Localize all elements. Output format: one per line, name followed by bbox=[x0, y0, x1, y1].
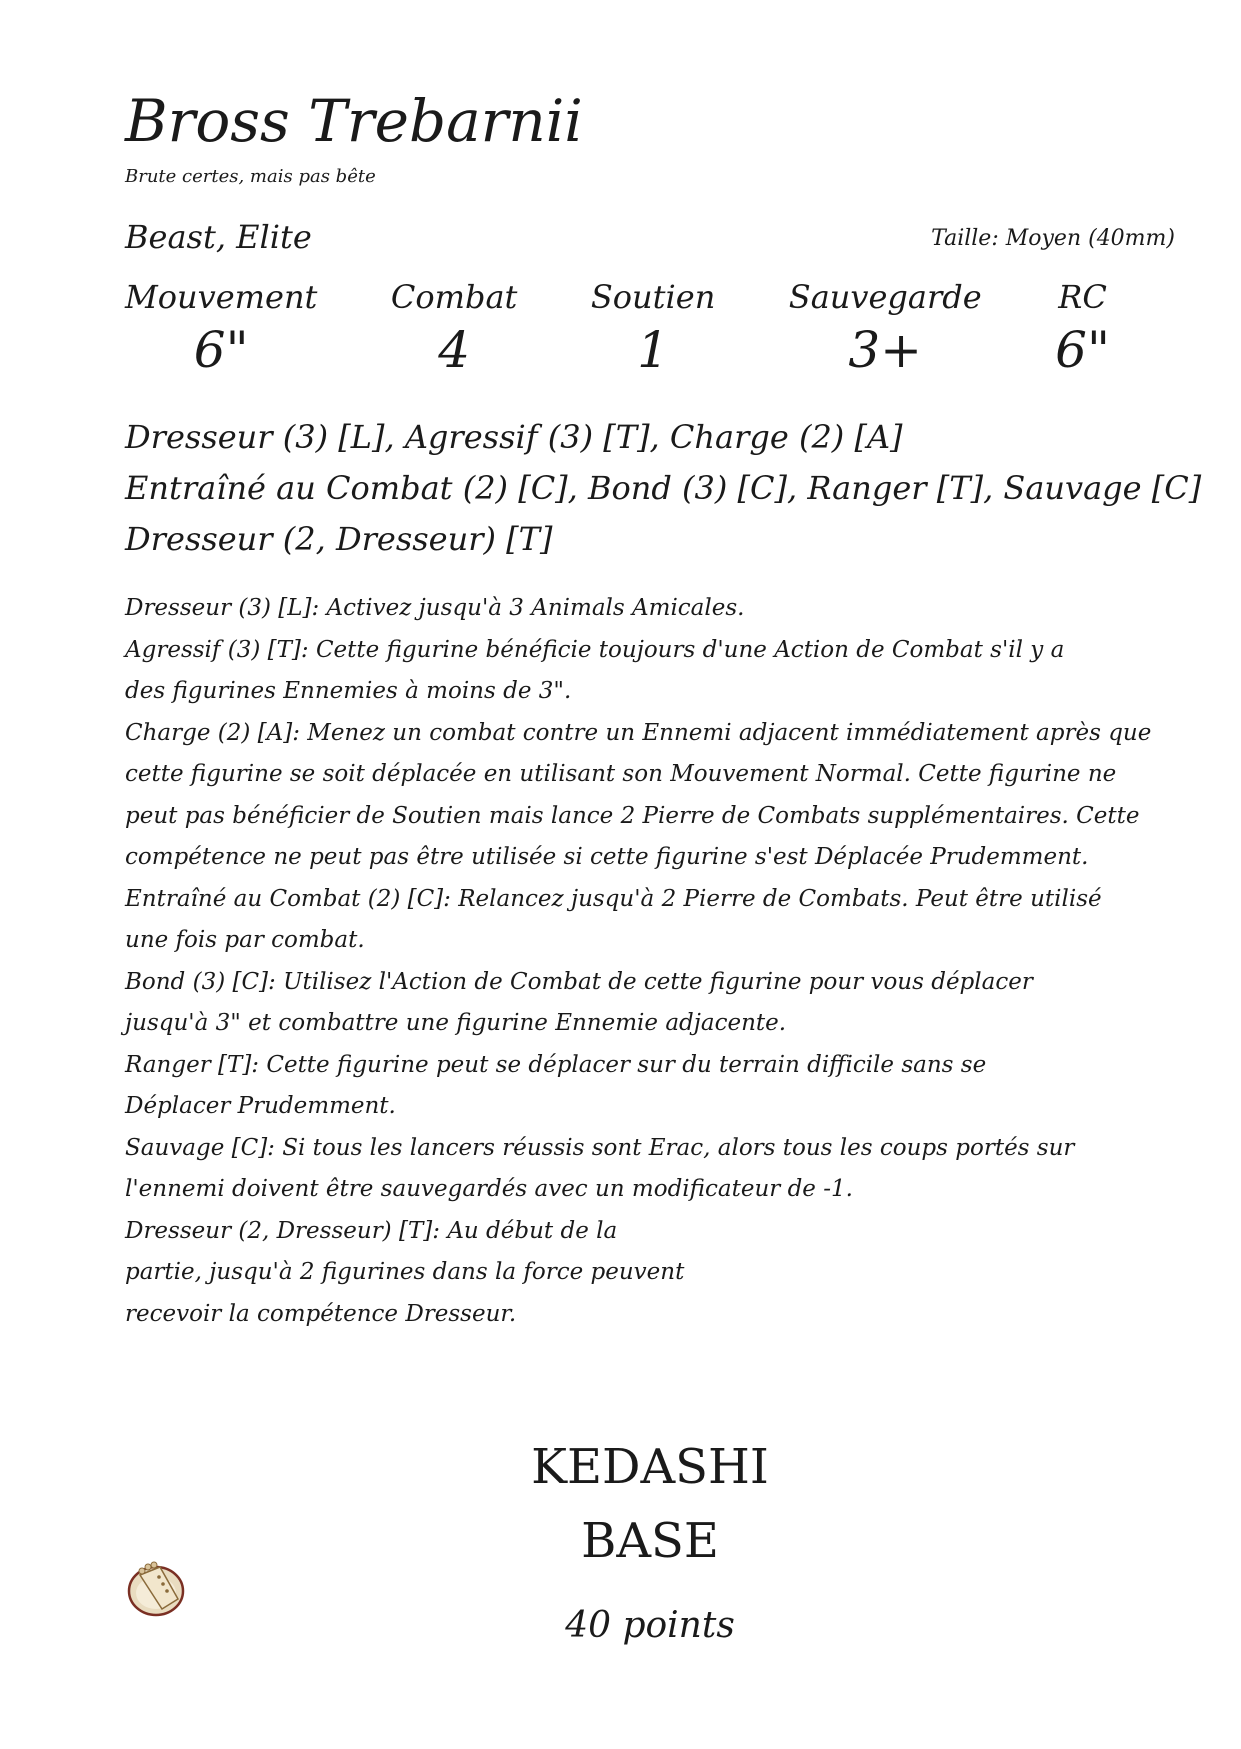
faction-line: BASE bbox=[581, 1513, 719, 1569]
description-line: partie, jusqu'à 2 figurines dans la force peuvent bbox=[125, 1259, 685, 1285]
ability-line: Dresseur (3) [L], Agressif (3) [T], Charge (2) [A] bbox=[125, 418, 903, 456]
unit-type: Beast, Elite bbox=[125, 218, 312, 256]
unit-tagline: Brute certes, mais pas bête bbox=[125, 166, 376, 187]
stat-value: 4 bbox=[438, 321, 471, 380]
stat-label: Mouvement bbox=[125, 278, 318, 316]
stat-value: 1 bbox=[637, 321, 669, 380]
stat-value: 6" bbox=[193, 321, 249, 380]
ability-line: Dresseur (2, Dresseur) [T] bbox=[125, 520, 553, 558]
stat-support bbox=[591, 278, 715, 380]
ability-line: Entraîné au Combat (2) [C], Bond (3) [C], Ranger [T], Sauvage [C] bbox=[125, 469, 1202, 507]
stat-value: 3+ bbox=[848, 321, 923, 380]
description-line: des figurines Ennemies à moins de 3". bbox=[125, 678, 572, 704]
stat-label: Soutien bbox=[590, 278, 716, 316]
description-line: recevoir la compétence Dresseur. bbox=[125, 1300, 517, 1327]
description-line: Charge (2) [A]: Menez un combat contre un Ennemi adjacent immédiatement après que bbox=[125, 719, 1152, 746]
description-line: jusqu'à 3" et combattre une figurine Ennemie adjacente. bbox=[125, 1010, 787, 1036]
unit-name: Bross Trebarnii bbox=[125, 87, 583, 155]
description-line: peut pas bénéficier de Soutien mais lance 2 Pierre de Combats supplémentaires. Cette bbox=[125, 802, 1140, 829]
description-line: cette figurine se soit déplacée en utilisant son Mouvement Normal. Cette figurine ne bbox=[125, 761, 1117, 787]
faction-emblem-icon bbox=[126, 1557, 190, 1619]
description-line: Agressif (3) [T]: Cette figurine bénéficie toujours d'une Action de Combat s'il y a bbox=[125, 636, 1065, 663]
ability-list bbox=[125, 412, 1201, 565]
faction-line: KEDASHI bbox=[531, 1439, 769, 1495]
points-cost: 40 points bbox=[565, 1605, 735, 1646]
faction-name bbox=[470, 1430, 830, 1578]
description-line: compétence ne peut pas être utilisée si cette figurine s'est Déplacée Prudemment. bbox=[125, 844, 1089, 870]
stat-label: Combat bbox=[390, 278, 518, 316]
stat-movement bbox=[125, 278, 317, 380]
description-line: Entraîné au Combat (2) [C]: Relancez jusqu'à 2 Pierre de Combats. Peut être utilisé bbox=[125, 885, 1102, 912]
description-line: une fois par combat. bbox=[125, 927, 365, 953]
unit-size: Taille: Moyen (40mm) bbox=[931, 226, 1175, 251]
stat-rc bbox=[1055, 278, 1110, 380]
ability-descriptions bbox=[125, 588, 1152, 1335]
description-line: Ranger [T]: Cette figurine peut se déplacer sur du terrain difficile sans se bbox=[125, 1051, 987, 1078]
description-line: Dresseur (2, Dresseur) [T]: Au début de la bbox=[125, 1217, 618, 1244]
stat-label: Sauvegarde bbox=[788, 278, 982, 316]
stat-combat bbox=[391, 278, 518, 380]
description-line: Dresseur (3) [L]: Activez jusqu'à 3 Animals Amicales. bbox=[125, 595, 745, 621]
stat-label: RC bbox=[1058, 278, 1107, 316]
stat-save bbox=[789, 278, 982, 380]
description-line: Sauvage [C]: Si tous les lancers réussis sont Erac, alors tous les coups portés sur bbox=[125, 1134, 1075, 1161]
stat-value: 6" bbox=[1055, 321, 1110, 380]
description-line: l'ennemi doivent être sauvegardés avec un modificateur de -1. bbox=[125, 1176, 853, 1202]
description-line: Déplacer Prudemment. bbox=[125, 1093, 396, 1119]
stats-row bbox=[125, 278, 1110, 380]
description-line: Bond (3) [C]: Utilisez l'Action de Combat de cette figurine pour vous déplacer bbox=[125, 968, 1033, 995]
